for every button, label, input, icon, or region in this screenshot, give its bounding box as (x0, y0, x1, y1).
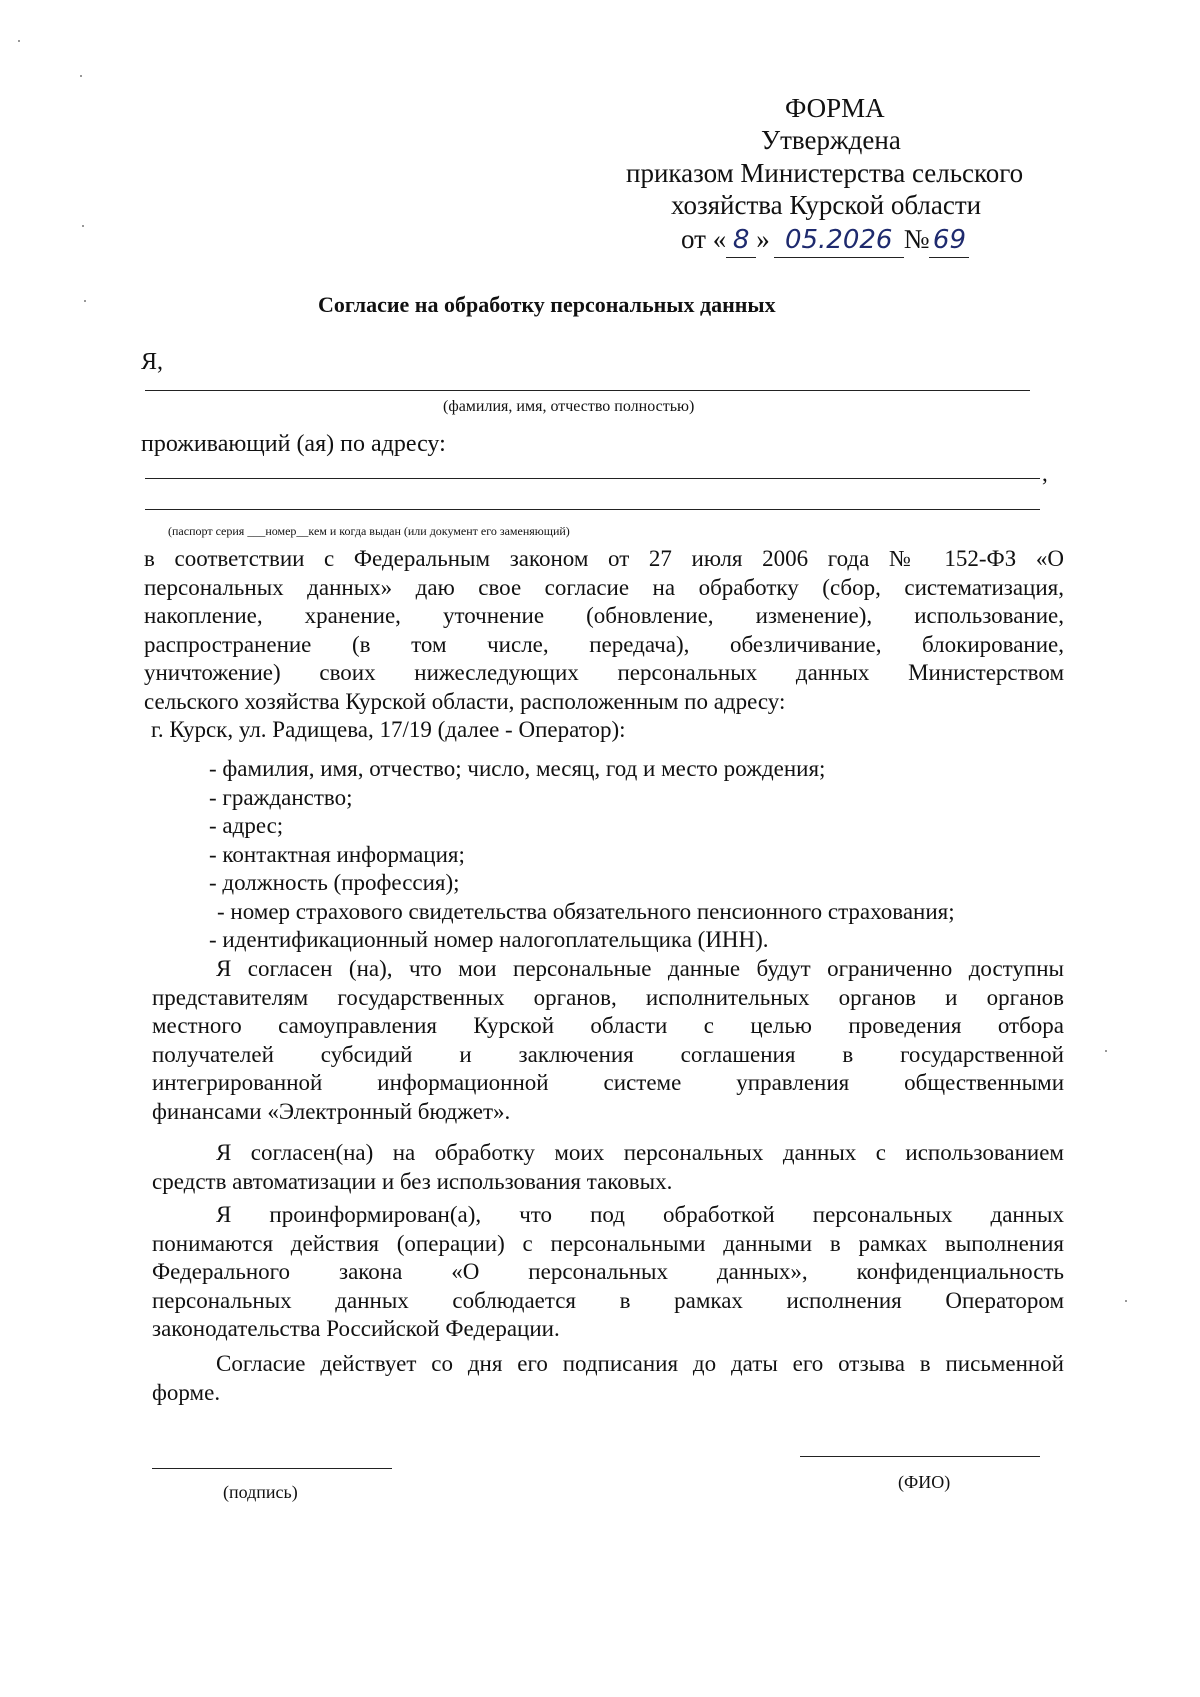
paragraph-line: Я согласен(на) на обработку моих персональных данных с использованием (216, 1140, 1064, 1165)
order-line-2: хозяйства Курской области (671, 190, 982, 220)
name-field-line[interactable] (145, 390, 1030, 391)
consent-line: сельского хозяйства Курской области, расположенным по адресу: (144, 688, 786, 714)
consent-line: персональных данных» даю свое согласие на обработку (сбор, систематизация, (144, 574, 1064, 600)
paragraph-line: форме. (152, 1379, 221, 1405)
consent-line: накопление, хранение, уточнение (обновление, изменение), использование, (144, 603, 1064, 628)
validity-paragraph (152, 1350, 1064, 1407)
scan-speck (82, 225, 84, 227)
paragraph-line: персональных данных соблюдается в рамках исполнения Оператором (152, 1287, 1064, 1313)
address-label: проживающий (ая) по адресу: (141, 431, 446, 457)
paragraph-line: Я согласен (на), что мои персональные данные будут ограниченно доступны (216, 956, 1064, 981)
name-field-caption: (фамилия, имя, отчество полностью) (443, 398, 695, 415)
scan-speck (1105, 1050, 1107, 1052)
paragraph-line: Я проинформирован(а), что под обработкой персональных данных (216, 1202, 1064, 1227)
paragraph-line: получателей субсидий и заключения соглашения в государственной (152, 1041, 1064, 1067)
fio-caption: (ФИО) (898, 1472, 951, 1492)
paragraph-line: финансами «Электронный бюджет». (152, 1098, 511, 1124)
signature-caption: (подпись) (223, 1482, 298, 1502)
list-item: - должность (профессия); (209, 870, 460, 895)
informed-paragraph (152, 1201, 1064, 1344)
paragraph-line: Федерального закона «О персональных данных», конфиденциальность (152, 1259, 1064, 1284)
list-item: - контактная информация; (209, 841, 465, 867)
list-item: - фамилия, имя, отчество; число, месяц, год и место рождения; (209, 756, 826, 781)
address-field-line-1[interactable] (145, 478, 1040, 479)
fio-line[interactable] (800, 1456, 1040, 1457)
number-sign: № (903, 224, 930, 254)
date-day: 8 (726, 223, 756, 258)
scan-speck (80, 75, 82, 77)
consent-line: в соответствии с Федеральным законом от 27 июля 2006 года № 152-ФЗ «О (144, 546, 1064, 571)
paragraph-line: Согласие действует со дня его подписания до даты его отзыва в письменной (216, 1351, 1064, 1376)
automation-paragraph (152, 1139, 1064, 1196)
address-comma: , (1042, 461, 1048, 486)
scan-speck (18, 40, 20, 42)
scan-speck (1125, 1300, 1127, 1302)
operator-address-line: г. Курск, ул. Радищева, 17/19 (далее - Оператор): (151, 717, 626, 742)
paragraph-line: представителям государственных органов, исполнительных органов и органов (152, 984, 1064, 1010)
list-item: - идентификационный номер налогоплательщика (ИНН). (209, 927, 769, 952)
approved-label: Утверждена (761, 125, 901, 155)
paragraph-line: средств автоматизации и без использования таковых. (152, 1168, 673, 1194)
passport-caption: (паспорт серия ___номер__кем и когда выдан (или документ его заменяющий) (168, 524, 570, 538)
address-field-line-2[interactable] (145, 509, 1040, 510)
paragraph-line: местного самоуправления Курской области с целью проведения отбора (152, 1013, 1064, 1038)
consent-paragraph (144, 545, 1064, 745)
paragraph-line: интегрированной информационной системе управления общественными (152, 1070, 1064, 1095)
order-number: 69 (929, 223, 969, 258)
signature-line[interactable] (152, 1468, 392, 1469)
paragraph-line: понимаются действия (операции) с персональными данными в рамках выполнения (152, 1230, 1064, 1256)
paragraph-line: законодательства Российской Федерации. (152, 1316, 560, 1341)
document-title: Согласие на обработку персональных данных (318, 292, 776, 317)
list-item: - гражданство; (209, 784, 353, 810)
date-mid: » (756, 224, 770, 254)
list-item: - номер страхового свидетельства обязательного пенсионного страхования; (217, 898, 955, 924)
data-items-list (209, 755, 1049, 955)
order-date-line (681, 222, 969, 258)
scan-speck (84, 300, 86, 302)
list-item: - адрес; (209, 813, 284, 838)
access-paragraph (152, 955, 1064, 1126)
consent-line: уничтожение) своих нижеследующих персональных данных Министерством (144, 660, 1064, 685)
order-line-1: приказом Министерства сельского (626, 158, 1024, 188)
i-label: Я, (141, 349, 164, 375)
form-label: ФОРМА (785, 93, 885, 123)
date-prefix: от « (681, 224, 727, 254)
consent-line: распространение (в том числе, передача), обезличивание, блокирование, (144, 631, 1064, 657)
date-month-year: 05.2026 (774, 223, 904, 258)
